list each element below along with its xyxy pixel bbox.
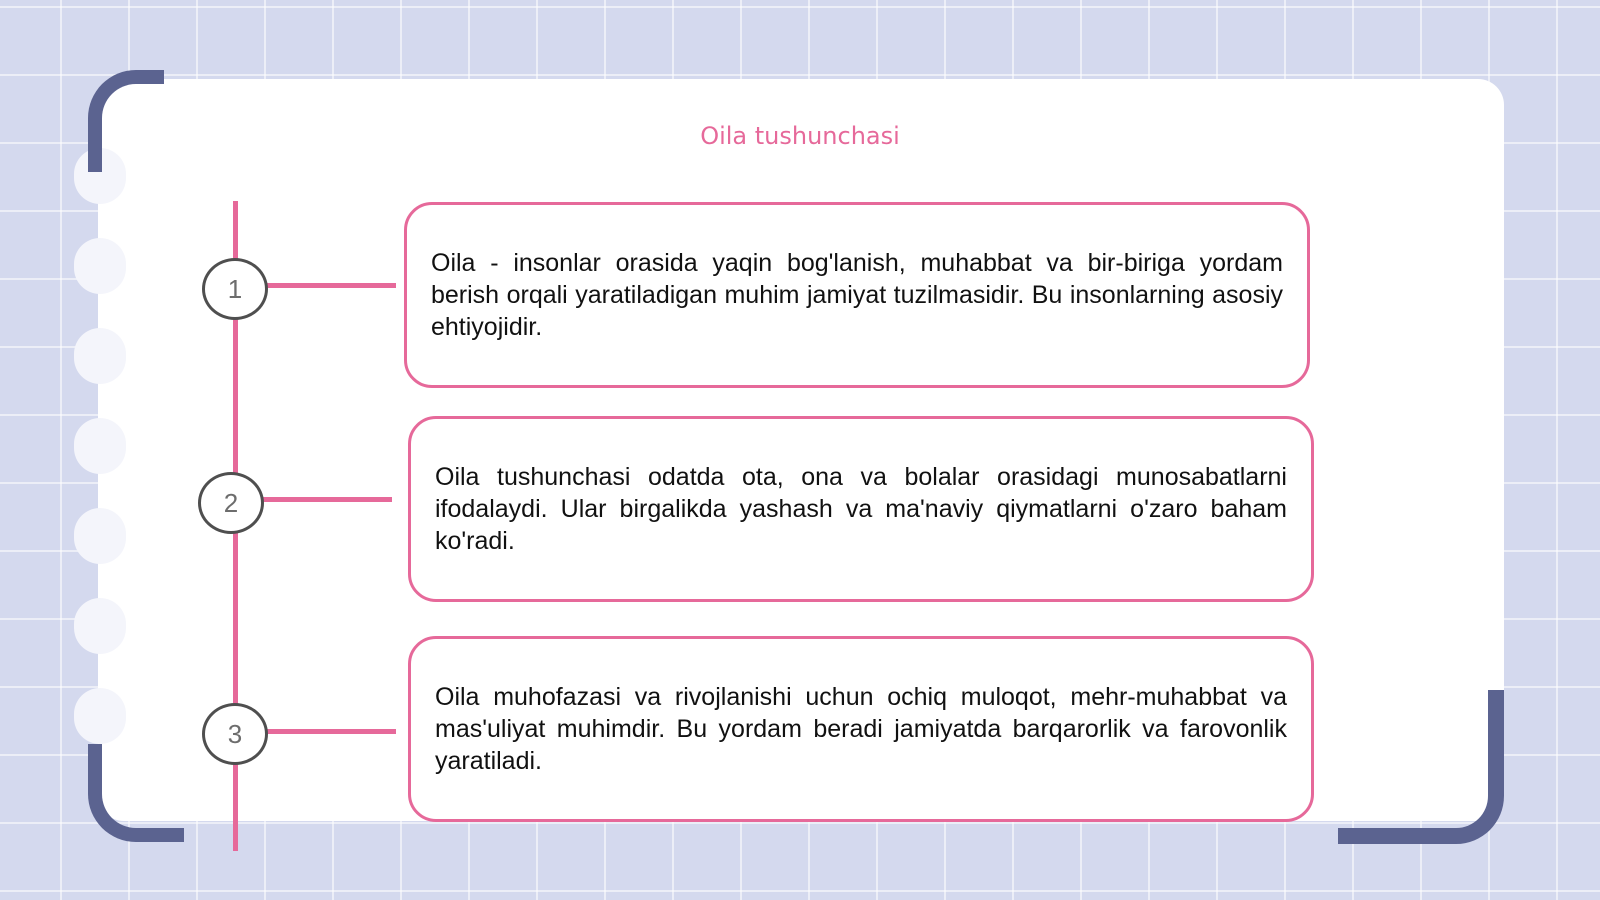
- paper-scallop: [74, 688, 126, 744]
- paper-scallop: [74, 328, 126, 384]
- step-number-1: 1: [202, 258, 268, 320]
- slide-title: Oila tushunchasi: [700, 122, 900, 150]
- step-box-2: [408, 416, 1314, 602]
- frame-corner-bottom-right: [1338, 690, 1504, 844]
- paper-scallop: [74, 418, 126, 474]
- step-number-2: 2: [198, 472, 264, 534]
- step-box-1: [404, 202, 1310, 388]
- connector-line-2: [262, 497, 392, 502]
- paper-scallop: [74, 598, 126, 654]
- connector-line-1: [266, 283, 396, 288]
- step-text-2: Oila tushunchasi odatda ota, ona va bolalar orasidagi munosabatlarni ifodalaydi. Ular birgalikda yashash va ma'naviy qiymatlarni o'zaro baham ko'radi.: [435, 463, 1287, 555]
- paper-scallop: [74, 238, 126, 294]
- step-box-3: [408, 636, 1314, 822]
- connector-line-3: [266, 729, 396, 734]
- step-text-1: Oila - insonlar orasida yaqin bog'lanish, muhabbat va bir-biriga yordam berish orqali yaratiladigan muhim jamiyat tuzilmasidir. Bu insonlarning asosiy ehtiyojidir.: [431, 249, 1283, 341]
- step-text-3: Oila muhofazasi va rivojlanishi uchun ochiq muloqot, mehr-muhabbat va mas'uliyat muhimdir. Bu yordam beradi jamiyatda barqarorlik va farovonlik yaratiladi.: [435, 683, 1287, 775]
- frame-corner-bottom-left: [88, 744, 184, 842]
- frame-corner-top-left: [88, 70, 164, 172]
- step-number-3: 3: [202, 703, 268, 765]
- paper-scallop: [74, 508, 126, 564]
